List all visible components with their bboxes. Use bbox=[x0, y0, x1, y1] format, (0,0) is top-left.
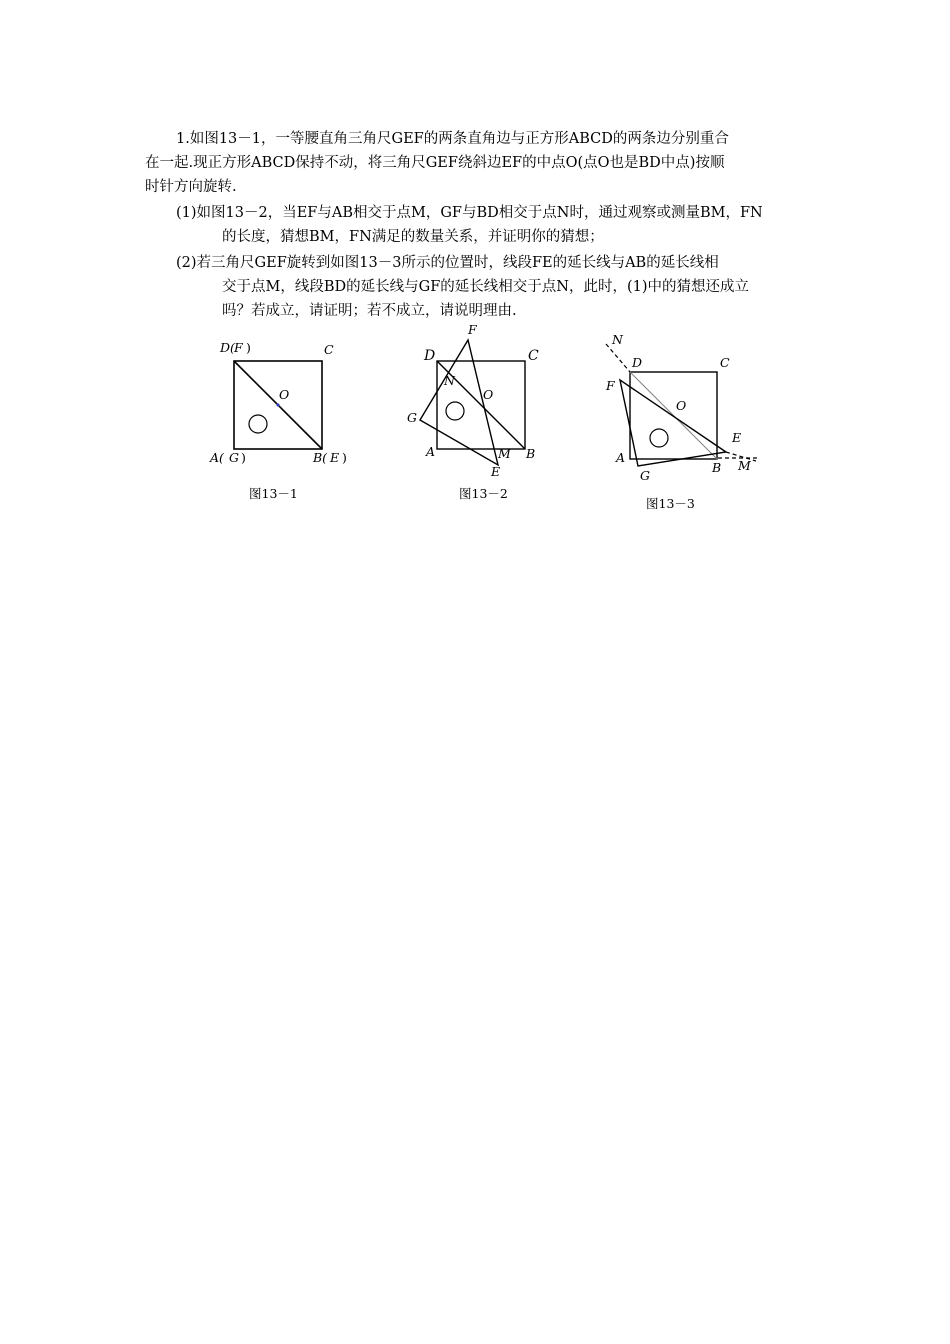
problem-line-6: (2)若三角尺GEF旋转到如图13－3所示的位置时，线段FE的延长线与AB的延长线相 bbox=[176, 255, 719, 271]
label-g: G bbox=[640, 468, 650, 483]
label-m: M bbox=[738, 458, 751, 473]
caption-13-2: 图13－2 bbox=[459, 486, 508, 501]
label-d-close: ) bbox=[246, 340, 251, 355]
extension-bd bbox=[606, 344, 630, 372]
hole-circle bbox=[650, 429, 668, 447]
label-b: B( bbox=[313, 450, 328, 465]
label-a-close: ) bbox=[241, 450, 246, 465]
label-a: A bbox=[616, 450, 626, 465]
label-e: E bbox=[491, 464, 501, 479]
hole-circle bbox=[249, 415, 267, 433]
problem-line-8: 吗？若成立，请证明；若不成立，请说明理由. bbox=[222, 303, 517, 319]
caption-13-1: 图13－1 bbox=[249, 486, 298, 501]
label-b: B bbox=[526, 446, 536, 461]
problem-line-4: (1)如图13－2，当EF与AB相交于点M，GF与BD相交于点N时，通过观察或测量BM，FN bbox=[176, 205, 763, 221]
label-m: M bbox=[498, 446, 511, 461]
label-e: E bbox=[330, 450, 340, 465]
figure-13-2 bbox=[400, 318, 550, 487]
label-a: A bbox=[426, 444, 436, 459]
label-a: A( bbox=[210, 450, 224, 465]
label-f: F bbox=[606, 378, 615, 393]
label-f: F bbox=[468, 322, 477, 337]
problem-line-2: 在一起.现正方形ABCD保持不动，将三角尺GEF绕斜边EF的中点O(点O也是BD中点)按顺 bbox=[145, 155, 725, 171]
figure-13-1 bbox=[200, 330, 370, 474]
problem-line-1: 1.如图13－1，一等腰直角三角尺GEF的两条直角边与正方形ABCD的两条边分别重合 bbox=[176, 131, 729, 147]
problem-line-5: 的长度，猜想BM，FN满足的数量关系，并证明你的猜想； bbox=[222, 229, 604, 245]
label-d: D bbox=[632, 355, 643, 370]
label-f: F bbox=[234, 340, 243, 355]
triangle-gef bbox=[620, 380, 726, 466]
label-o: O bbox=[676, 398, 687, 413]
label-c: C bbox=[324, 342, 334, 357]
label-c: C bbox=[528, 348, 539, 364]
point-o bbox=[277, 404, 280, 407]
problem-line-7: 交于点M，线段BD的延长线与GF的延长线相交于点N，此时，(1)中的猜想还成立 bbox=[222, 279, 749, 295]
label-g: G bbox=[229, 450, 239, 465]
label-b: B bbox=[712, 460, 722, 475]
hole-circle bbox=[446, 402, 464, 420]
label-b-close: ) bbox=[342, 450, 347, 465]
label-g: G bbox=[407, 410, 417, 425]
figure-13-3 bbox=[598, 330, 768, 494]
problem-line-3: 时针方向旋转. bbox=[145, 179, 237, 195]
label-c: C bbox=[720, 355, 730, 370]
label-o: O bbox=[483, 387, 494, 402]
label-d: D bbox=[424, 348, 436, 364]
label-n: N bbox=[612, 332, 623, 347]
label-o: O bbox=[279, 387, 290, 402]
label-d: D( bbox=[220, 340, 235, 355]
label-e: E bbox=[732, 430, 742, 445]
caption-13-3: 图13－3 bbox=[646, 496, 695, 511]
label-n: N bbox=[444, 373, 455, 388]
